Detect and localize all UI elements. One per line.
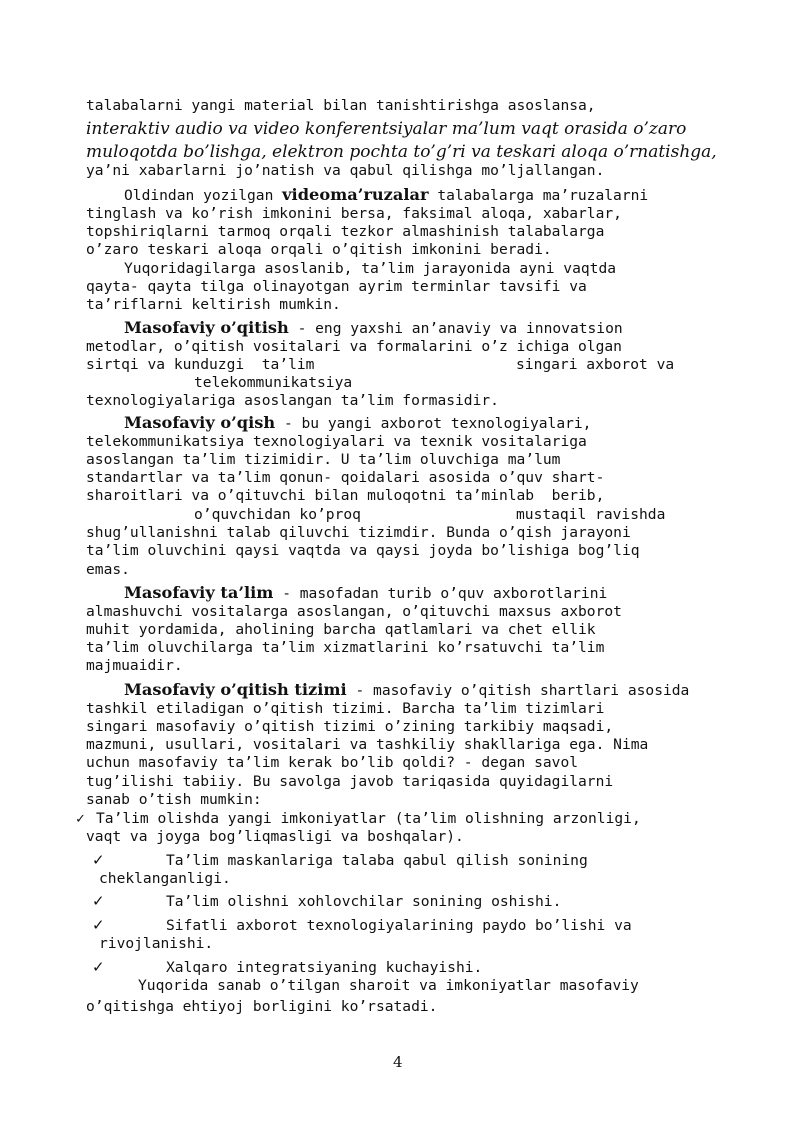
list-item-cont: cheklanganligi. <box>99 870 231 887</box>
check-icon: ✓ <box>92 958 105 976</box>
text-line: majmuaidir. <box>86 657 183 674</box>
list-item: Xalqaro integratsiyaning kuchayishi. <box>166 959 483 976</box>
term-masofaviy-talim: Masofaviy ta’lim <box>124 583 274 602</box>
text-line: ta’lim oluvchilarga ta’lim xizmatlarini ko’rsatuvchi ta’lim <box>86 639 605 656</box>
text-segment: - eng yaxshi an’anaviy va innovatsion <box>288 320 623 337</box>
text-line: telekommunikatsiya <box>194 374 353 391</box>
text-segment: Oldindan yozilgan <box>124 187 283 204</box>
list-item: Ta’lim olishda yangi imkoniyatlar (ta’lim olishning arzonligi, <box>96 810 641 827</box>
text-segment: - masofadan turib o’quv axborotlarini <box>273 585 608 602</box>
text-line: talabalarni yangi material bilan tanishtirishga asoslansa, <box>86 97 596 114</box>
term-videomaruzalar: videoma’ruzalar <box>282 185 429 204</box>
text-line: uchun masofaviy ta’lim kerak bo’lib qoldi? - degan savol <box>86 754 579 771</box>
text-line: mazmuni, usullari, vositalari va tashkiliy shakllariga ega. Nima <box>86 736 649 753</box>
check-icon: ✓ <box>92 892 105 910</box>
text-line: standartlar va ta’lim qonun- qoidalari asosida o’quv shart- <box>86 469 605 486</box>
text-segment: talabalarga ma’ruzalarni <box>428 187 649 204</box>
paragraph-first-line <box>124 186 648 205</box>
definition-first-line <box>124 319 623 338</box>
list-item: Sifatli axborot texnologiyalarining paydo bo’lishi va <box>166 917 632 934</box>
text-line: almashuvchi vositalarga asoslangan, o’qituvchi maxsus axborot <box>86 603 622 620</box>
italic-line: muloqotda bo’lishga, elektron pochta to’g’ri va teskari aloqa o’rnatishga, <box>86 142 717 162</box>
text-line: muhit yordamida, aholining barcha qatlamlari va chet ellik <box>86 621 596 638</box>
check-icon: ✓ <box>76 810 85 827</box>
text-line: metodlar, o’qitish vositalari va formalarini o’z ichiga olgan <box>86 338 622 355</box>
text-line: o’zaro teskari aloqa orqali o’qitish imkonini beradi. <box>86 241 552 258</box>
text-line: telekommunikatsiya texnologiyalari va texnik vositalariga <box>86 433 587 450</box>
text-line: shug’ullanishni talab qiluvchi tizimdir. Bunda o’qish jarayoni <box>86 524 631 541</box>
list-item-cont: rivojlanishi. <box>99 935 214 952</box>
text-segment: - masofaviy o’qitish shartlari asosida <box>346 682 690 699</box>
text-line: texnologiyalariga asoslangan ta’lim formasidir. <box>86 392 499 409</box>
text-line: emas. <box>86 561 130 578</box>
text-line: sirtqi va kunduzgi ta’lim <box>86 356 315 373</box>
text-line: ya’ni xabarlarni jo’natish va qabul qilishga mo’ljallangan. <box>86 162 605 179</box>
definition-first-line <box>124 584 607 603</box>
italic-line: interaktiv audio va video konferentsiyalar ma’lum vaqt orasida o’zaro <box>86 119 687 139</box>
text-line: sanab o’tish mumkin: <box>86 791 262 808</box>
text-line: Yuqorida sanab o’tilgan sharoit va imkoniyatlar masofaviy <box>138 977 639 994</box>
check-icon: ✓ <box>92 916 105 934</box>
text-line: singari masofaviy o’qitish tizimi o’zining tarkibiy maqsadi, <box>86 718 614 735</box>
text-line: o’qitishga ehtiyoj borligini ko’rsatadi. <box>86 998 438 1015</box>
list-item: Ta’lim olishni xohlovchilar sonining oshishi. <box>166 893 562 910</box>
check-icon: ✓ <box>92 851 105 869</box>
text-line: mustaqil ravishda <box>516 506 666 523</box>
text-line: ta’riflarni keltirish mumkin. <box>86 296 341 313</box>
term-masofaviy-oqitish: Masofaviy o’qitish <box>124 318 289 337</box>
text-line: topshiriqlarni tarmoq orqali tezkor almashinish talabalarga <box>86 223 605 240</box>
text-line: tashkil etiladigan o’qitish tizimi. Barcha ta’lim tizimlari <box>86 700 605 717</box>
text-line: tug’ilishi tabiiy. Bu savolga javob tariqasida quyidagilarni <box>86 773 614 790</box>
text-line: qayta- qayta tilga olinayotgan ayrim terminlar tavsifi va <box>86 278 587 295</box>
term-masofaviy-oqitish-tizimi: Masofaviy o’qitish tizimi <box>124 680 347 699</box>
list-item-cont: vaqt va joyga bog’liqmasligi va boshqalar). <box>86 828 464 845</box>
text-line: ta’lim oluvchini qaysi vaqtda va qaysi joyda bo’lishiga bog’liq <box>86 542 640 559</box>
text-line: asoslangan ta’lim tizimidir. U ta’lim oluvchiga ma’lum <box>86 451 561 468</box>
definition-first-line <box>124 414 591 433</box>
text-line: o’quvchidan ko’proq <box>194 506 361 523</box>
definition-first-line <box>124 681 689 700</box>
text-line: singari axborot va <box>516 356 675 373</box>
term-masofaviy-oqish: Masofaviy o’qish <box>124 413 276 432</box>
text-segment: - bu yangi axborot texnologiyalari, <box>275 415 592 432</box>
list-item: Ta’lim maskanlariga talaba qabul qilish sonining <box>166 852 588 869</box>
text-line: tinglash va ko’rish imkonini bersa, faksimal aloqa, xabarlar, <box>86 205 622 222</box>
text-line: Yuqoridagilarga asoslanib, ta’lim jarayonida ayni vaqtda <box>124 260 617 277</box>
text-line: sharoitlari va o’qituvchi bilan muloqotni ta’minlab berib, <box>86 487 605 504</box>
page-number: 4 <box>393 1053 403 1071</box>
